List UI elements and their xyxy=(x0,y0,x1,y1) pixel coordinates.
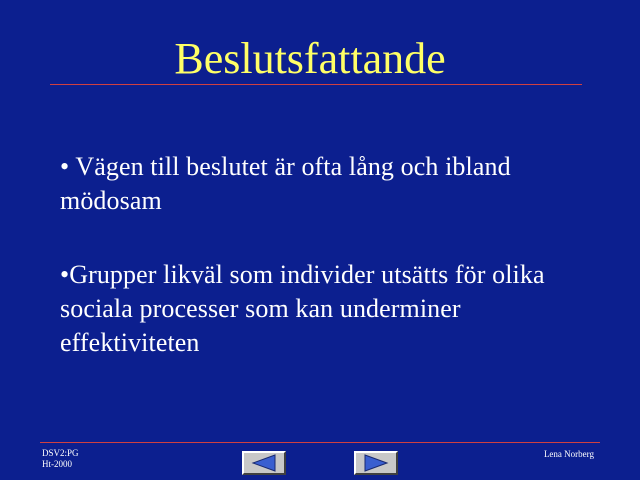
bullet-item-2: •Grupper likväl som individer utsätts för olika sociala processer som kan underminer effektiviteten xyxy=(60,260,545,357)
next-slide-button[interactable] xyxy=(354,451,398,475)
bullet-item-1: • Vägen till beslutet är ofta lång och ibland mödosam xyxy=(60,152,511,215)
title-divider xyxy=(50,84,582,85)
triangle-left-icon xyxy=(244,453,284,473)
footer-course-code: DSV2:PG xyxy=(42,448,79,458)
footer-author: Lena Norberg xyxy=(543,449,594,459)
footer-course-info xyxy=(42,448,79,470)
triangle-right-icon xyxy=(356,453,396,473)
previous-slide-button[interactable] xyxy=(242,451,286,475)
footer-term: Ht-2000 xyxy=(42,459,72,469)
slide-title: Beslutsfattande xyxy=(174,34,446,83)
footer-divider xyxy=(40,442,600,443)
